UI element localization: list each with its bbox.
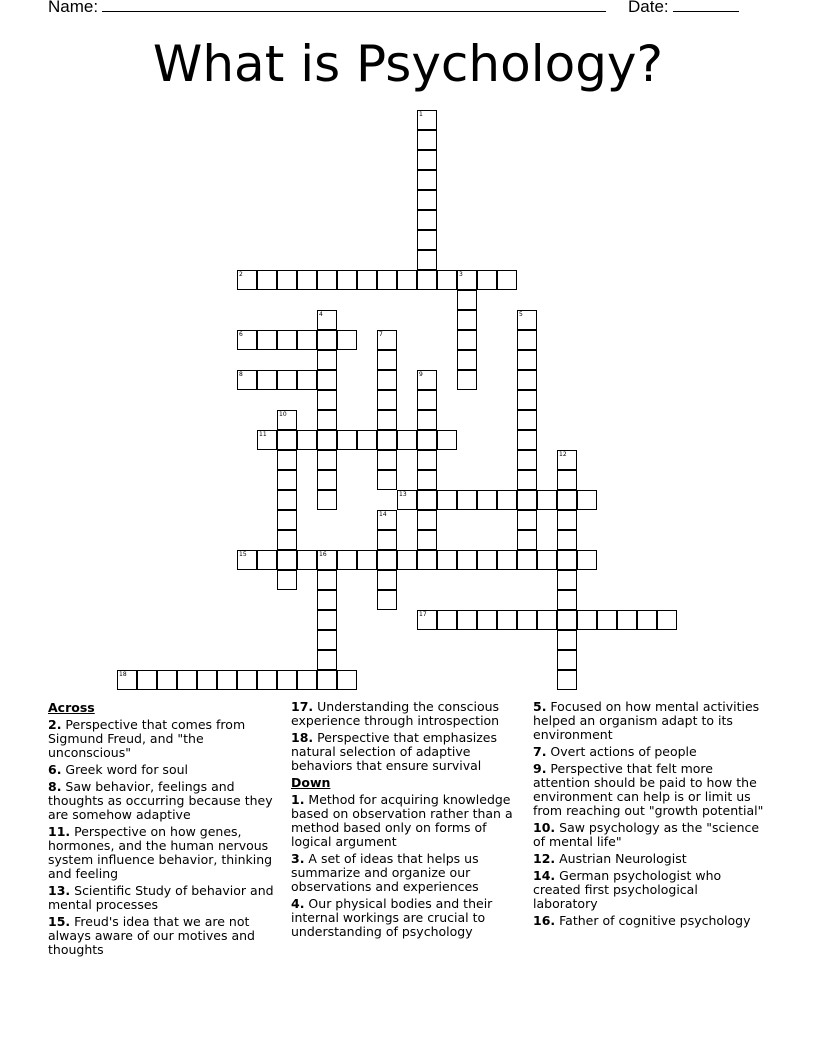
crossword-cell[interactable] [517,430,537,450]
clue-number: 12 [559,451,567,458]
clue-number: 15. [48,914,71,929]
clue [291,731,523,773]
crossword-cell[interactable] [377,370,397,390]
crossword-cell[interactable] [617,610,637,630]
clue [533,914,765,928]
crossword-cell[interactable] [317,410,337,430]
crossword-cell[interactable] [437,490,457,510]
clue-number: 4. [291,896,305,911]
crossword-cell[interactable] [377,470,397,490]
crossword-cell[interactable] [417,130,437,150]
crossword-cell[interactable] [357,430,377,450]
clue [291,793,523,849]
clue-number: 13. [48,883,71,898]
clue [291,852,523,894]
clue-number: 8. [48,779,62,794]
crossword-cell[interactable] [317,590,337,610]
crossword-cell[interactable] [557,650,577,670]
clue-number: 6. [48,762,62,777]
crossword-cell[interactable] [537,490,557,510]
crossword-cell[interactable] [297,550,317,570]
crossword-cell[interactable] [437,270,457,290]
crossword-cell[interactable] [557,530,577,550]
crossword-cell[interactable] [237,270,257,290]
crossword-cell[interactable] [417,550,437,570]
crossword-cell[interactable] [477,270,497,290]
crossword-cell[interactable] [597,610,617,630]
clue-number: 3 [459,271,463,278]
clue-text: Perspective that felt more attention should be paid to how the environment can help is or limit us from reaching out "growth potential" [533,761,764,818]
crossword-cell[interactable] [377,410,397,430]
crossword-cell[interactable] [497,550,517,570]
clue [291,700,523,728]
clue-number: 18 [119,671,127,678]
clue-number: 7 [379,331,383,338]
crossword-cell[interactable] [577,490,597,510]
crossword-cell[interactable] [457,290,477,310]
crossword-cell[interactable] [557,630,577,650]
crossword-cell[interactable] [517,310,537,330]
crossword-cell[interactable] [257,330,277,350]
crossword-cell[interactable] [397,430,417,450]
crossword-cell[interactable] [417,610,437,630]
clue-number: 1. [291,792,305,807]
crossword-cell[interactable] [337,430,357,450]
crossword-cell[interactable] [277,370,297,390]
clue-number: 2 [239,271,243,278]
crossword-cell[interactable] [217,670,237,690]
crossword-cell[interactable] [377,450,397,470]
crossword-cell[interactable] [377,390,397,410]
clue-number: 14 [379,511,387,518]
crossword-cell[interactable] [277,490,297,510]
crossword-cell[interactable] [237,370,257,390]
crossword-cell[interactable] [357,270,377,290]
crossword-cell[interactable] [417,530,437,550]
crossword-cell[interactable] [557,510,577,530]
clue [48,763,280,777]
clue-text: Greek word for soul [61,762,188,777]
crossword-cell[interactable] [557,490,577,510]
crossword-cell[interactable] [377,590,397,610]
clue-text: Perspective on how genes, hormones, and the human nervous system influence behavior, thinking and feeling [48,824,273,881]
crossword-cell[interactable] [577,610,597,630]
crossword-cell[interactable] [457,550,477,570]
crossword-cell[interactable] [277,410,297,430]
crossword-cell[interactable] [377,270,397,290]
crossword-cell[interactable] [277,510,297,530]
crossword-cell[interactable] [337,550,357,570]
crossword-cell[interactable] [517,470,537,490]
clue-text: German psychologist who created first psychological laboratory [533,868,722,911]
crossword-cell[interactable] [557,610,577,630]
crossword-cell[interactable] [517,350,537,370]
crossword-cell[interactable] [277,570,297,590]
crossword-cell[interactable] [377,550,397,570]
crossword-cell[interactable] [397,490,417,510]
clues-column-2 [291,700,523,942]
crossword-cell[interactable] [317,350,337,370]
page-title: What is Psychology? [152,35,664,93]
clue [533,745,765,759]
crossword-cell[interactable] [437,550,457,570]
clue-number: 5. [533,699,547,714]
crossword-cell[interactable] [557,590,577,610]
crossword-cell[interactable] [337,330,357,350]
date-label: Date: [628,0,669,16]
crossword-cell[interactable] [517,330,537,350]
crossword-cell[interactable] [417,230,437,250]
clue [533,821,765,849]
clue-text: Understanding the conscious experience through introspection [291,699,500,728]
crossword-cell[interactable] [317,490,337,510]
crossword-cell[interactable] [317,610,337,630]
crossword-cell[interactable] [317,270,337,290]
crossword-cell[interactable] [537,610,557,630]
crossword-cell[interactable] [317,430,337,450]
crossword-cell[interactable] [517,610,537,630]
crossword-cell[interactable] [277,550,297,570]
crossword-cell[interactable] [277,470,297,490]
crossword-cell[interactable] [317,310,337,330]
clue-number: 3. [291,851,305,866]
clue-text: Focused on how mental activities helped an organism adapt to its environment [533,699,760,742]
crossword-cell[interactable] [237,330,257,350]
crossword-cell[interactable] [477,490,497,510]
crossword-cell[interactable] [417,470,437,490]
crossword-cell[interactable] [317,550,337,570]
clue-number: 9 [419,371,423,378]
crossword-cell[interactable] [517,490,537,510]
clue-number: 17. [291,699,314,714]
crossword-cell[interactable] [557,450,577,470]
clue-text: Our physical bodies and their internal workings are crucial to understanding of psychology [291,896,493,939]
crossword-cell[interactable] [137,670,157,690]
clue-number: 2. [48,717,62,732]
crossword-cell[interactable] [317,650,337,670]
crossword-cell[interactable] [377,510,397,530]
crossword-cell[interactable] [177,670,197,690]
crossword-cell[interactable] [377,430,397,450]
clue [48,884,280,912]
clue-text: Saw psychology as the "science of mental life" [533,820,760,849]
crossword-cell[interactable] [277,670,297,690]
crossword-cell[interactable] [257,370,277,390]
crossword-cell[interactable] [317,330,337,350]
crossword-cell[interactable] [637,610,657,630]
crossword-cell[interactable] [317,630,337,650]
clue-number: 18. [291,730,314,745]
clue-number: 9. [533,761,547,776]
crossword-cell[interactable] [557,550,577,570]
crossword-cell[interactable] [417,110,437,130]
clue-number: 14. [533,868,556,883]
crossword-cell[interactable] [317,390,337,410]
crossword-cell[interactable] [417,210,437,230]
clue-number: 16 [319,551,327,558]
crossword-cell[interactable] [157,670,177,690]
clue [48,718,280,760]
name-label: Name: [48,0,99,16]
crossword-cell[interactable] [517,450,537,470]
clue [48,825,280,881]
crossword-cell[interactable] [317,670,337,690]
crossword-cell[interactable] [557,570,577,590]
clue-text: Scientific Study of behavior and mental processes [48,883,274,912]
crossword-cell[interactable] [457,310,477,330]
clue-text: Perspective that comes from Sigmund Freud, and "the unconscious" [48,717,246,760]
crossword-cell[interactable] [117,670,137,690]
clue [533,762,765,818]
crossword-cell[interactable] [277,430,297,450]
crossword-cell[interactable] [257,430,277,450]
crossword-cell[interactable] [537,550,557,570]
crossword-cell[interactable] [197,670,217,690]
clue-number: 17 [419,611,427,618]
crossword-cell[interactable] [457,270,477,290]
clues-column-1 [48,700,280,960]
clue-text: Austrian Neurologist [555,851,687,866]
crossword-cell[interactable] [417,410,437,430]
across-heading: Across [48,700,95,715]
crossword-cell[interactable] [397,270,417,290]
down-heading: Down [291,775,331,790]
crossword-cell[interactable] [517,510,537,530]
clue-number: 12. [533,851,556,866]
clue-number: 11 [259,431,267,438]
clue-text: Overt actions of people [546,744,697,759]
clue-number: 7. [533,744,547,759]
crossword-cell[interactable] [277,450,297,470]
crossword-cell[interactable] [417,270,437,290]
crossword-cell[interactable] [297,430,317,450]
clue-number: 8 [239,371,243,378]
crossword-cell[interactable] [377,330,397,350]
clue-text: Freud's idea that we are not always aware of our motives and thoughts [48,914,255,957]
crossword-cell[interactable] [297,670,317,690]
clue-number: 10 [279,411,287,418]
clue [291,897,523,939]
clues-column-3 [533,700,765,931]
crossword-cell[interactable] [297,330,317,350]
crossword-cell[interactable] [417,490,437,510]
clue-number: 5 [519,311,523,318]
crossword-cell[interactable] [417,250,437,270]
crossword-cell[interactable] [457,330,477,350]
crossword-cell[interactable] [417,370,437,390]
crossword-cell[interactable] [517,370,537,390]
clue [48,915,280,957]
crossword-cell[interactable] [517,390,537,410]
crossword-cell[interactable] [497,270,517,290]
clue-number: 1 [419,111,423,118]
crossword-cell[interactable] [517,410,537,430]
crossword-cell[interactable] [257,550,277,570]
crossword-cell[interactable] [277,530,297,550]
crossword-cell[interactable] [457,490,477,510]
clue-number: 4 [319,311,323,318]
clue-number: 10. [533,820,556,835]
crossword-cell[interactable] [377,350,397,370]
clue-number: 11. [48,824,71,839]
clue [533,700,765,742]
crossword-cell[interactable] [317,450,337,470]
crossword-cell[interactable] [297,370,317,390]
crossword-cell[interactable] [557,470,577,490]
crossword-cell[interactable] [417,430,437,450]
crossword-cell[interactable] [477,610,497,630]
crossword-cell[interactable] [377,530,397,550]
clue [533,852,765,866]
crossword-cell[interactable] [577,550,597,570]
crossword-cell[interactable] [357,550,377,570]
crossword-cell[interactable] [297,270,317,290]
crossword-cell[interactable] [277,330,297,350]
crossword-cell[interactable] [377,570,397,590]
crossword-cell[interactable] [517,550,537,570]
crossword-cell[interactable] [417,510,437,530]
crossword-cell[interactable] [657,610,677,630]
crossword-cell[interactable] [237,670,257,690]
crossword-cell[interactable] [517,530,537,550]
crossword-cell[interactable] [437,430,457,450]
crossword-cell[interactable] [417,450,437,470]
crossword-cell[interactable] [337,670,357,690]
crossword-cell[interactable] [457,350,477,370]
crossword-cell[interactable] [317,570,337,590]
crossword-cell[interactable] [317,470,337,490]
crossword-cell[interactable] [497,610,517,630]
crossword-cell[interactable] [397,550,417,570]
crossword-cell[interactable] [257,670,277,690]
crossword-cell[interactable] [277,270,297,290]
crossword-cell[interactable] [457,370,477,390]
clue-number: 15 [239,551,247,558]
clue-text: Method for acquiring knowledge based on observation rather than a method based only on forms of logical argument [291,792,513,849]
crossword-cell[interactable] [417,190,437,210]
crossword-cell[interactable] [317,370,337,390]
clue [533,869,765,911]
crossword-cell[interactable] [417,150,437,170]
crossword-cell[interactable] [497,490,517,510]
crossword-cell[interactable] [437,610,457,630]
clue [48,780,280,822]
clue-text: A set of ideas that helps us summarize and organize our observations and experiences [291,851,479,894]
clue-number: 13 [399,491,407,498]
crossword-cell[interactable] [237,550,257,570]
clue-text: Father of cognitive psychology [555,913,751,928]
clue-number: 16. [533,913,556,928]
crossword-cell[interactable] [557,670,577,690]
clue-text: Saw behavior, feelings and thoughts as occurring because they are somehow adaptive [48,779,273,822]
clue-number: 6 [239,331,243,338]
crossword-cell[interactable] [417,390,437,410]
crossword-cell[interactable] [257,270,277,290]
crossword-cell[interactable] [457,610,477,630]
crossword-cell[interactable] [337,270,357,290]
crossword-cell[interactable] [417,170,437,190]
crossword-cell[interactable] [477,550,497,570]
clue-text: Perspective that emphasizes natural selection of adaptive behaviors that ensure survival [291,730,497,773]
